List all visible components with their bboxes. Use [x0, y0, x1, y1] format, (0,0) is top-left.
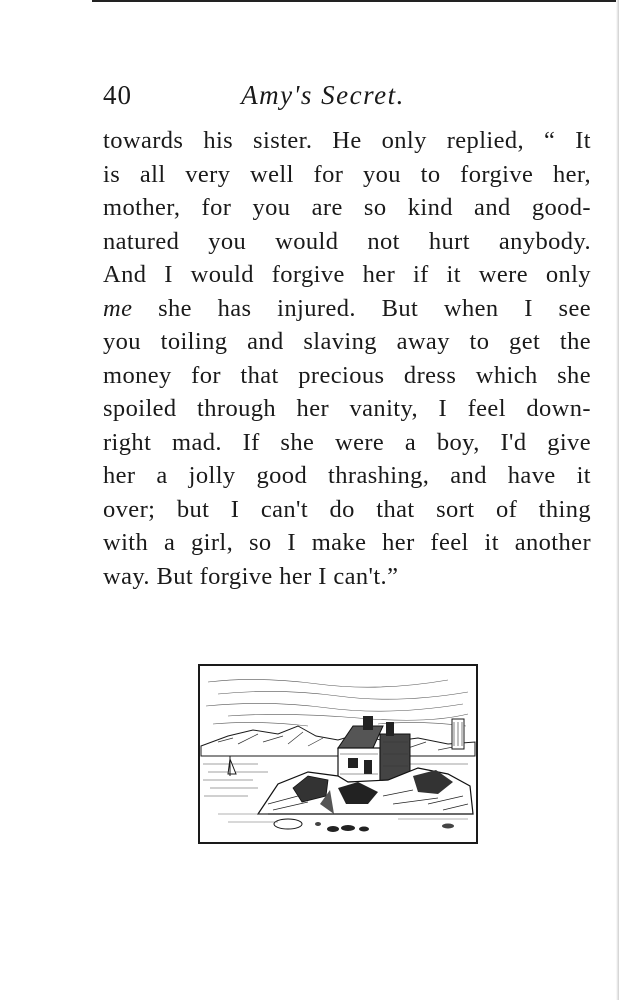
emphasized-word: me [103, 294, 133, 322]
top-page-rule [92, 0, 619, 2]
text-line: mother, for you are so kind and good- [103, 194, 591, 221]
page-number: 40 [103, 80, 132, 110]
text-line: towards his sister. He only replied, “ It [103, 127, 591, 154]
body-text [103, 124, 591, 593]
text-line: And I would forgive her if it were only [103, 261, 591, 288]
text-line: right mad. If she were a boy, I'd give [103, 428, 591, 456]
text-line: is all very well for you to forgive her, [103, 160, 591, 188]
text-line: money for that precious dress which she [103, 361, 591, 389]
text-line: her a jolly good thrashing, and have it [103, 462, 591, 489]
text-line: way. But forgive her I can't.” [103, 562, 399, 590]
text-line: with a girl, so I make her feel it another [103, 529, 591, 556]
page-header [103, 80, 591, 120]
cottage-engraving-drawing [198, 664, 478, 844]
text-line: spoiled through her vanity, I feel down- [103, 395, 591, 422]
running-title: Amy's Secret. [241, 80, 405, 110]
text-line: you toiling and slaving away to get the [103, 328, 591, 355]
text-line: natured you would not hurt anybody. [103, 227, 591, 255]
text-line: over; but I can't do that sort of thing [103, 495, 591, 523]
text-line-rest: she has injured. But when I see [132, 294, 591, 322]
text-line [103, 292, 591, 326]
cottage-engraving [198, 664, 478, 844]
